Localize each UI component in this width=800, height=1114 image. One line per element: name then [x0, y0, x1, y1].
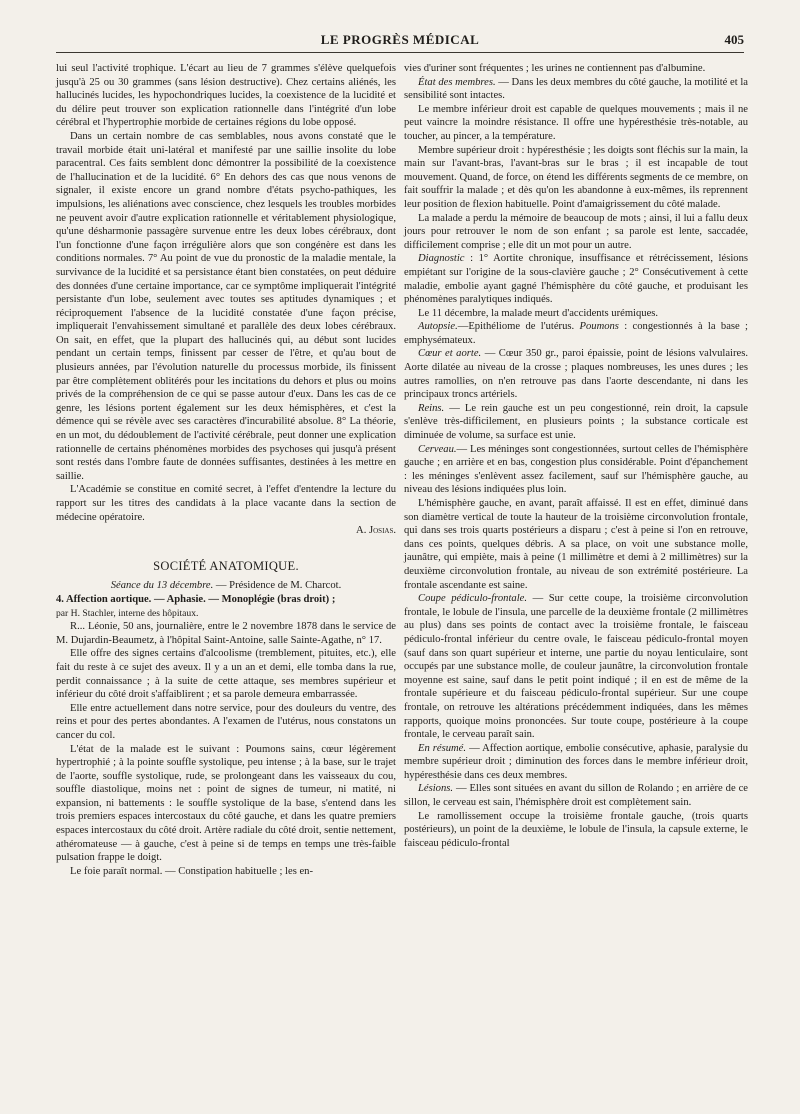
paragraph: Dans un certain nombre de cas semblables, nous avons constaté que le travail morbide était uni-latéral et manifesté par une saillie insolite du lobe paracentral. Ces faits semblent donc démontrer la possibilité de la coexistence de l'hallucination et de la lucidité. 6° En dehors des cas que nous venons de signaler, il existe encore un grand nombre d'états psycho-pathiques, les impulsions, les aliénations avec conscience, chez lesquels les troubles morbides ne peuvent avoir d'autre explication rationnelle et véritablement physiologique, qu'une désharmonie passagère survenue entre les deux lobes cérébraux, dont l'un fonctionne d'une façon irrégulière alors que son congénère est dans les conditions normales. 7° Au point de vue du pronostic de la maladie mentale, la survivance de la lucidité et sa persistance étant bien constatées, on peut déduire des données d'une certaine importance, car ce symptôme impliquerait l'intégrité persistante d'un lobe, seulement avec toutes ses aptitudes dynamiques ; et réciproquement l'absence de la lucidité constatée d'une façon précise, impliquerait l'envahissement simultané et parallèle des deux lobes cérébraux. On sait, en effet, que la plupart des hallucinés qui, au début sont lucides pendant un certain temps, finissent par cesser de l'être, et qu'au bout de plusieurs années, par l'évolution naturelle du processus morbide, ils finissent par être complètement oblitérés pour les incitations du dehors et plus ou moins privés de la compréhension de ce qui se passe autour d'eux. Dans les cas de ce genre, les lésions portent également sur les deux hémisphères, et c'est la démence qui se révèle avec ses caractères d'incurabilité absolue. 8° La théorie, en un mot, du dédoublement de l'activité cérébrale, peut donner une explication rationnelle de certains phénomènes morbides des psychoses qui jusqu'à présent sont restés dans l'ombre faute de données suffisantes, destinées à les mettre en saillie.	[56, 130, 396, 482]
paragraph: Le foie paraît normal. — Constipation habituelle ; les en-	[70, 865, 313, 877]
paragraph	[404, 320, 748, 347]
session-line	[56, 579, 396, 593]
paragraph-text: — Dans les deux membres du côté gauche, la motilité et la sensibilité sont intactes.	[404, 76, 748, 102]
paragraph	[404, 592, 748, 742]
paragraph: La malade a perdu la mémoire de beaucoup de mots ; ainsi, il lui a fallu deux jours pour retrouver le nom de son enfant ; sa parole est lente, saccadée, difficilement comprise ; elle dit un mot pour un autre.	[404, 212, 748, 251]
case-byline: par H. Stachler, interne des hôpitaux.	[56, 607, 199, 619]
paragraph: Elle entre actuellement dans notre service, pour des douleurs du ventre, des reins et pour des pertes abondantes. A l'examen de l'utérus, nous constatons un cancer du col.	[56, 702, 396, 741]
paragraph-label: En résumé.	[418, 742, 467, 754]
paragraph-text: — Cœur 350 gr., paroi épaissie, point de lésions valvulaires. Aorte dilatée au niveau de la crosse ; plaques nombreuses, les unes dures ; les autres ramollies, on n'en retrouve pas dans l'aorte descendante, ni dans les principaux troncs artériels.	[404, 348, 748, 401]
paragraph-text: — Sur cette coupe, la troisième circonvolution frontale, le lobule de l'insula, une parcelle de la deuxième frontale (2 millimètres au plus) dans ses points de contact avec la troisième frontale, le faisceau pédiculo-frontal inférieur du centre ovale, le faisceau pédiculo-frontal moyen (sauf dans son quart supérieur et interne, une partie du noyau lenticulaire, sont occupés par une substance molle, de couleur jaunâtre, la circonvolution frontale moyenne est saine, sauf dans le petit point indiqué ; il en est de même de la frontale supérieure et du faisceau pédiculo-frontal supérieur. Sur une coupe frontale, on retrouve les altérations précédemment indiquées, dans les mêmes rapports, quoique moins prononcées. Sur toute coupe, postérieure à la coupe frontale, le cerveau paraît sain.	[404, 593, 748, 741]
section-title: SOCIÉTÉ ANATOMIQUE.	[153, 558, 299, 573]
paragraph: Elle offre des signes certains d'alcoolisme (tremblement, pituites, etc.), elle fait du reste à ce sujet des aveux. Il y a un an et demi, elle tomba dans la rue, perdit connaissance ; à la suite de cette attaque, ses membres supérieur et inférieur du côté droit s'affaiblirent ; et sa parole demeura embarrassée.	[56, 648, 396, 701]
paragraph-label: Autopsie.	[418, 321, 458, 333]
paragraph-text: — Les méninges sont congestionnées, surtout celles de l'hémisphère gauche ; en arrière et en bas, congestion plus considérable. Point d'épanchement : les méninges s'enlèvent assez facilement, sauf sur l'hémisphère gauche, au niveau des lésions indiquées plus loin.	[404, 443, 748, 496]
paragraph: Membre supérieur droit : hypéresthésie ; les doigts sont fléchis sur la main, la main sur l'avant-bras, l'avant-bras sur le bras ; il est incapable de tout mouvement. Quand, de force, on étend les différents segments de ce membre, on fait souffrir la malade ; et dès qu'on les abandonne à eux-mêmes, ils reprennent leur position de flexion habituelle. Point d'amaigrissement du côté malade.	[404, 144, 748, 210]
paragraph-label: Coupe pédiculo-frontale.	[418, 593, 528, 605]
paragraph-label: Lésions.	[418, 783, 454, 795]
paragraph-text: —Epithéliome de l'utérus.	[457, 321, 580, 333]
paragraph	[404, 782, 748, 809]
session-president: — Présidence de M. Charcot.	[213, 580, 342, 592]
left-column	[56, 62, 396, 878]
running-title: LE PROGRÈS MÉDICAL	[320, 32, 480, 47]
paragraph: L'hémisphère gauche, en avant, paraît affaissé. Il est en effet, diminué dans son diamètre vertical de toute la hauteur de la troisième circonvolution frontale, qui dans ses trois quarts postérieurs a disparu ; c'est à peine si l'on en retrouve, dans ces points, quelques débris. A sa place, on voit une substance molle, jaunâtre, qui empiète, mais à peine (1 millimètre et demi à 2 millimètres) sur la deuxième circonvolution frontale, au niveau de son extrémité postérieure. La frontale ascendante est saine.	[404, 498, 748, 591]
paragraph-text: — Affection aortique, embolie consécutive, aphasie, paralysie du membre supérieur droit ; diminution des forces dans le membre inférieur droit, hypéresthésie dans ces deux membres.	[404, 742, 748, 781]
paragraph-text: — Elles sont situées en avant du sillon de Rolando ; en arrière de ce sillon, le cerveau est sain, l'hémisphère droit est complètement sain.	[404, 783, 748, 809]
paragraph	[404, 742, 748, 783]
paragraph	[404, 347, 748, 401]
session-date: Séance du 13 décembre.	[110, 580, 214, 592]
page-number: 405	[724, 32, 744, 47]
paragraph: vies d'uriner sont fréquentes ; les urines ne contiennent pas d'albumine.	[404, 63, 706, 74]
paragraph-text: — Le rein gauche est un peu congestionné, rein droit, la capsule s'enlève très-difficilement, en plusieurs points ; la substance corticale est diminuée de volume, sa surface est unie.	[404, 402, 748, 442]
paragraph: Le 11 décembre, la malade meurt d'accidents urémiques.	[418, 307, 659, 319]
paragraph-label: Cerveau.	[418, 443, 457, 455]
paragraph	[404, 402, 748, 443]
paragraph-text: : congestionnés à la base ; emphysémateux.	[404, 321, 748, 346]
paragraph-label: Cœur et aorte.	[418, 348, 482, 360]
author-signature: A. Josias.	[356, 525, 396, 537]
paragraph-label: Diagnostic	[418, 253, 465, 265]
paragraph: lui seul l'activité trophique. L'écart au lieu de 7 grammes s'élève quelquefois jusqu'à 25 ou 30 grammes (sans lésion destructive). Chez certains aliénés, les hallucinés lucides, les hypochondriques lucides, la coexistence de la lucidité et du délire peut trouver son explication rationnelle dans l'intégrité d'un lobe cérébral et l'hypertrophie morbide de certaines régions du lobe opposé.	[56, 63, 396, 129]
paragraph	[404, 76, 748, 103]
paragraph: Le ramollissement occupe la troisième frontale gauche, (trois quarts postérieurs), un point de la deuxième, le lobule de l'insula, la capsule externe, le faisceau pédiculo-frontal	[404, 810, 748, 849]
paragraph: Le membre inférieur droit est capable de quelques mouvements ; mais il ne peut vaincre la moindre résistance. Il offre une hypéresthésie très-notable, au toucher, au pincer, a la température.	[404, 103, 748, 142]
case-title: 4. Affection aortique. — Aphasie. — Monoplégie (bras droit) ;	[56, 593, 336, 605]
page-header	[56, 30, 744, 53]
right-column	[404, 62, 748, 850]
paragraph-label: État des membres.	[418, 76, 496, 88]
paragraph-label: Reins.	[418, 402, 445, 414]
paragraph: L'état de la malade est le suivant : Poumons sains, cœur légèrement hypertrophié ; à la pointe souffle systolique, peu intense ; à la base, sur le trajet de l'aorte, souffle systolique, rude, se prolongeant dans les vaisseaux du cou, souffle diastolique, moins net : point de signes de tumeur, ni matité, ni expansion, ni battements : le souffle systolique de la base, s'entend dans les trois premiers espaces intercostaux du côté gauche, et dans les quatre premiers espaces intercostaux du côté droit. Artère radiale du côté droit, sentie nettement, athéromateuse — à gauche, c'est à peine si de temps en temps une très-faible pulsation frappe le doigt.	[56, 743, 396, 864]
paragraph	[404, 252, 748, 306]
paragraph: L'Académie se constitue en comité secret, à l'effet d'entendre la lecture du rapport sur les titres des candidats à la place vacante dans la section de médecine opératoire.	[56, 484, 396, 523]
paragraph-label: Poumons	[579, 321, 619, 333]
paragraph: R... Léonie, 50 ans, journalière, entre le 2 novembre 1878 dans le service de M. Dujardin-Beaumetz, à l'hôpital Saint-Antoine, salle Sainte-Agathe, n° 17.	[56, 621, 396, 646]
paragraph-text: : 1° Aortite chronique, insuffisance et rétrécissement, lésions empiétant sur l'origine de la sous-clavière gauche ; 2° Consécutivement à cette maladie, embolie ayant gagné l'hémisphère du côté gauche, et produisant les phénomènes paralytiques indiqués.	[404, 253, 748, 306]
paragraph	[404, 443, 748, 497]
